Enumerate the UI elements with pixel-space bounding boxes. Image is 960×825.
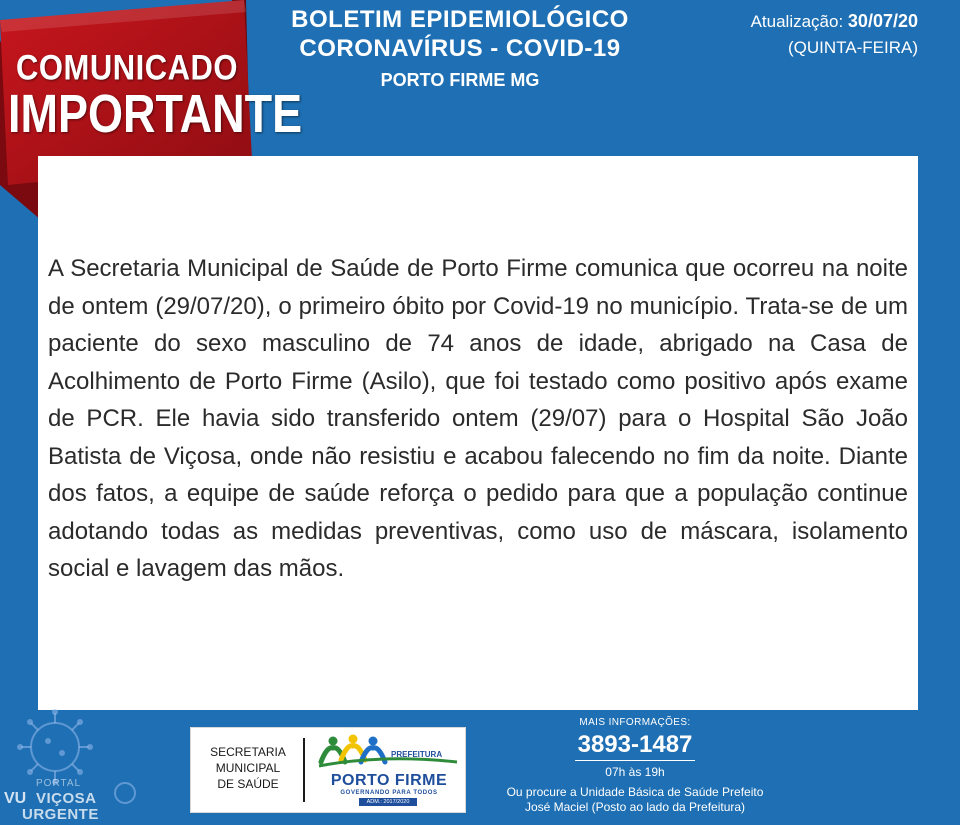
contact-info — [480, 716, 790, 815]
header-subtitle: CORONAVÍRUS - COVID-19 — [299, 35, 621, 62]
prefeitura-adm: ADM.: 2017/2020 — [359, 798, 417, 806]
update-weekday: (QUINTA-FEIRA) — [787, 38, 918, 57]
watermark-urgente: URGENTE — [22, 806, 99, 823]
watermark-vu: VU — [4, 790, 27, 807]
prefeitura-slogan: GOVERNANDO PARA TODOS — [340, 790, 438, 796]
secretaria-line3: DE SAÚDE — [217, 777, 279, 791]
update-date: 30/07/20 — [847, 11, 918, 31]
update-label: Atualização: — [750, 12, 848, 31]
banner-title-comunicado: COMUNICADO — [16, 47, 238, 88]
footer-logos — [190, 727, 466, 813]
prefeitura-porto-firme-logo — [311, 732, 461, 808]
secretaria-line2: MUNICIPAL — [215, 761, 281, 775]
banner-title-importante: IMPORTANTE — [8, 82, 303, 144]
more-info-label: MAIS INFORMAÇÕES: — [579, 717, 691, 728]
health-unit-line2: José Maciel (Posto ao lado da Prefeitura) — [524, 800, 746, 814]
phone-underline — [575, 760, 695, 761]
update-info — [751, 8, 918, 61]
header-location: PORTO FIRME MG — [380, 70, 540, 90]
opening-hours: 07h às 19h — [605, 765, 665, 779]
prefeitura-name: PORTO FIRME — [330, 772, 448, 789]
watermark-portal: PORTAL — [36, 778, 82, 789]
health-unit-line1: Ou procure a Unidade Básica de Saúde Prefeito — [506, 785, 764, 799]
notice-card — [38, 156, 918, 710]
notice-body-text: A Secretaria Municipal de Saúde de Porto Firme comunica que ocorreu na noite de ontem (29/07/20), o primeiro óbito por Covid-19 no município. Trata-se de um paciente do sexo masculino de 74 anos de idade, abrigado na Casa de Acolhimento de Porto Firme (Asilo), que foi testado como positivo após exame de PCR. Ele havia sido transferido ontem (29/07) para o Hospital São João Batista de Viçosa, onde não resistiu e acabou falecendo no fim da noite. Diante dos fatos, a equipe de saúde reforça o pedido para que a população continue adotando todas as medidas preventivas, como uso de máscara, isolamento social e lavagem das mãos. — [48, 255, 908, 582]
prefeitura-label: PREFEITURA — [391, 750, 443, 759]
header-title: BOLETIM EPIDEMIOLÓGICO — [291, 6, 629, 33]
logo-divider — [303, 738, 305, 802]
secretaria-line1: SECRETARIA — [210, 745, 286, 759]
phone-number: 3893-1487 — [577, 731, 693, 758]
watermark-vicosa: VIÇOSA — [36, 790, 97, 807]
health-unit-info — [480, 785, 790, 815]
bulletin-header — [240, 6, 680, 94]
secretaria-saude-label — [199, 744, 297, 792]
